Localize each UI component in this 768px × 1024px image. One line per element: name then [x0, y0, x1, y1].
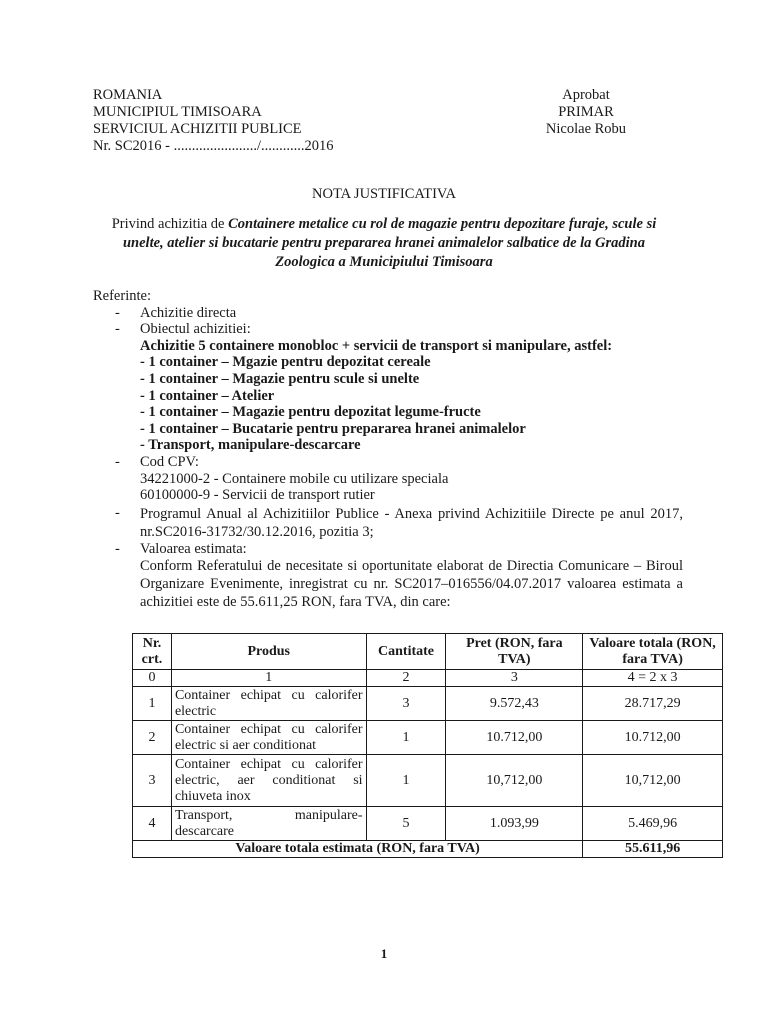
approval-name: Nicolae Robu [545, 121, 627, 137]
table-row [133, 721, 723, 755]
document-title: NOTA JUSTIFICATIVA [312, 186, 456, 202]
bullet-dash: - [115, 504, 120, 521]
cost-table [132, 633, 723, 858]
approval-label: Aprobat [562, 87, 610, 103]
approval-block [536, 87, 636, 138]
cell-valoare: 10.712,00 [583, 721, 723, 755]
document-subject [93, 215, 675, 272]
total-value: 55.611,96 [583, 841, 723, 858]
reference-text: Valoarea estimata: [140, 540, 247, 557]
subject-prefix: Privind achizitia de [111, 216, 229, 232]
cell-nr: 4 [133, 807, 172, 841]
table-index-row [133, 670, 723, 687]
estimated-value-text: Conform Referatului de necesitate si oportunitate elaborat de Directia Comunicare – Biroul Organizare Evenimente, inregistrat cu nr. SC2017–016556/04.07.2017 valoarea estimata a achizitiei este de 55.611,25 RON, fara TVA, din care: [140, 558, 683, 611]
cell-cantitate: 5 [366, 807, 446, 841]
col-header-cantitate: Cantitate [366, 634, 446, 670]
approval-title: PRIMAR [558, 104, 614, 120]
acquisition-line: - 1 container – Magazie pentru depozitat legume-fructe [140, 404, 481, 421]
cell-pret: 10,712,00 [446, 755, 583, 807]
reference-item [93, 321, 683, 338]
references-section [93, 288, 683, 611]
table-row [133, 807, 723, 841]
cell-pret: 10.712,00 [446, 721, 583, 755]
reference-item [93, 305, 683, 322]
table-header-row [133, 634, 723, 670]
col-header-pret: Pret (RON, fara TVA) [446, 634, 583, 670]
issuer-municipality: MUNICIPIUL TIMISOARA [93, 104, 262, 120]
acquisition-line: - Transport, manipulare-descarcare [140, 437, 361, 454]
acquisition-summary: Achizitie 5 containere monobloc + servicii de transport si manipulare, astfel: [140, 337, 613, 354]
cell-produs: Container echipat cu calorifer electric [171, 687, 366, 721]
table-cell: 1 [171, 670, 366, 687]
registration-number: Nr. SC2016 - ......................./............2016 [93, 138, 334, 154]
cell-cantitate: 3 [366, 687, 446, 721]
table-row [133, 687, 723, 721]
subject-emphasis: Containere metalice cu rol de magazie pentru depozitare furaje, scule si unelte, atelier si bucatarie pentru prepararea hranei animalelor salbatice de la Gradina Zoologica a Municipiului Timisoara [122, 216, 657, 270]
acquisition-line: - 1 container – Atelier [140, 387, 275, 404]
bullet-dash: - [115, 540, 120, 557]
cell-produs: Container echipat cu calorifer electric, aer conditionat si chiuveta inox [171, 755, 366, 807]
table-cell: 2 [366, 670, 446, 687]
reference-text: Achizitie directa [140, 304, 237, 321]
reference-text: Programul Anual al Achizitiilor Publice - Anexa privind Achizitiile Directe pe anul 2017, nr.SC2016-31732/30.12.2016, pozitia 3; [140, 505, 683, 540]
table-total-row [133, 841, 723, 858]
bullet-dash: - [115, 453, 120, 470]
reference-text: Cod CPV: [140, 453, 199, 470]
bullet-dash: - [115, 321, 120, 338]
reference-item [93, 454, 683, 471]
bullet-dash: - [115, 304, 120, 321]
cell-nr: 2 [133, 721, 172, 755]
cpv-code: 60100000-9 - Servicii de transport rutier [140, 487, 375, 504]
acquisition-line: - 1 container – Magazie pentru scule si unelte [140, 370, 420, 387]
cell-valoare: 5.469,96 [583, 807, 723, 841]
reference-item [93, 541, 683, 558]
page-number: 1 [380, 946, 388, 961]
references-heading: Referinte: [93, 288, 151, 304]
cell-pret: 1.093,99 [446, 807, 583, 841]
cell-produs: Transport, manipulare-descarcare [171, 807, 366, 841]
cell-cantitate: 1 [366, 755, 446, 807]
cell-valoare: 10,712,00 [583, 755, 723, 807]
col-header-produs: Produs [171, 634, 366, 670]
cell-nr: 1 [133, 687, 172, 721]
issuer-block [93, 87, 333, 155]
table-row [133, 755, 723, 807]
cell-pret: 9.572,43 [446, 687, 583, 721]
table-cell: 0 [133, 670, 172, 687]
acquisition-line: - 1 container – Bucatarie pentru prepararea hranei animalelor [140, 420, 526, 437]
col-header-nr: Nr. crt. [133, 634, 172, 670]
issuer-country: ROMANIA [93, 87, 163, 103]
table-cell: 3 [446, 670, 583, 687]
cpv-code: 34221000-2 - Containere mobile cu utilizare speciala [140, 470, 449, 487]
col-header-valoare: Valoare totala (RON, fara TVA) [583, 634, 723, 670]
cell-nr: 3 [133, 755, 172, 807]
reference-text: Obiectul achizitiei: [140, 321, 251, 338]
cell-produs: Container echipat cu calorifer electric si aer conditionat [171, 721, 366, 755]
table-cell: 4 = 2 x 3 [583, 670, 723, 687]
total-label: Valoare totala estimata (RON, fara TVA) [133, 841, 583, 858]
issuer-service: SERVICIUL ACHIZITII PUBLICE [93, 121, 302, 137]
cell-cantitate: 1 [366, 721, 446, 755]
acquisition-line: - 1 container – Mgazie pentru depozitat cereale [140, 354, 431, 371]
reference-item [93, 505, 683, 541]
cell-valoare: 28.717,29 [583, 687, 723, 721]
